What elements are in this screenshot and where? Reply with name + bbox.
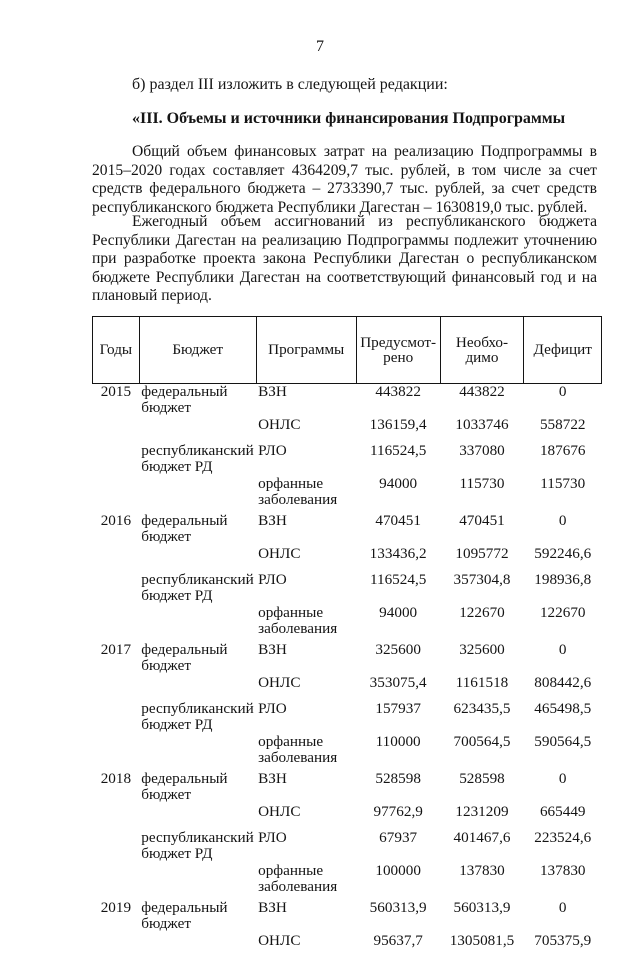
table-row xyxy=(93,675,602,701)
cell-needed: 1231209 xyxy=(440,804,524,830)
cell-planned: 94000 xyxy=(356,476,440,513)
cell-year xyxy=(93,443,140,476)
cell-planned: 528598 xyxy=(356,771,440,804)
cell-program: ВЗН xyxy=(256,513,356,546)
cell-planned: 116524,5 xyxy=(356,443,440,476)
cell-program: ОНЛС xyxy=(256,417,356,443)
cell-planned: 95637,7 xyxy=(356,933,440,959)
table-row xyxy=(93,476,602,513)
cell-planned: 443822 xyxy=(356,384,440,418)
cell-budget: федеральный бюджет xyxy=(139,384,256,418)
cell-deficit: 115730 xyxy=(524,476,602,513)
cell-planned: 100000 xyxy=(356,863,440,900)
cell-program: ВЗН xyxy=(256,771,356,804)
cell-program: РЛО xyxy=(256,572,356,605)
cell-needed: 528598 xyxy=(440,771,524,804)
cell-budget xyxy=(139,734,256,771)
cell-year xyxy=(93,701,140,734)
cell-needed: 115730 xyxy=(440,476,524,513)
cell-deficit: 808442,6 xyxy=(524,675,602,701)
cell-deficit: 137830 xyxy=(524,863,602,900)
cell-needed: 700564,5 xyxy=(440,734,524,771)
cell-needed: 357304,8 xyxy=(440,572,524,605)
cell-planned: 353075,4 xyxy=(356,675,440,701)
table-header-row xyxy=(93,317,602,384)
cell-planned: 97762,9 xyxy=(356,804,440,830)
cell-needed: 122670 xyxy=(440,605,524,642)
cell-budget xyxy=(139,675,256,701)
cell-planned: 110000 xyxy=(356,734,440,771)
paragraph-annual-allocations: Ежегодный объем ассигнований из республиканского бюджета Республики Дагестан на реализацию Подпрограммы подлежит уточнению при разработке проекта закона Республики Дагестан о республиканском бюджете Республики Дагестан на соответствующий финансовый год и на плановый период. xyxy=(92,213,597,306)
cell-program: РЛО xyxy=(256,443,356,476)
cell-program: ОНЛС xyxy=(256,546,356,572)
cell-year xyxy=(93,734,140,771)
cell-deficit: 122670 xyxy=(524,605,602,642)
table-body xyxy=(93,384,602,959)
cell-deficit: 198936,8 xyxy=(524,572,602,605)
cell-needed: 623435,5 xyxy=(440,701,524,734)
cell-budget: республиканский бюджет РД xyxy=(139,830,256,863)
cell-program: ОНЛС xyxy=(256,675,356,701)
cell-planned: 94000 xyxy=(356,605,440,642)
table-row xyxy=(93,863,602,900)
cell-program: ОНЛС xyxy=(256,804,356,830)
cell-planned: 157937 xyxy=(356,701,440,734)
cell-budget xyxy=(139,476,256,513)
table-row xyxy=(93,642,602,675)
cell-planned: 67937 xyxy=(356,830,440,863)
table-row xyxy=(93,384,602,418)
cell-year xyxy=(93,830,140,863)
cell-deficit: 465498,5 xyxy=(524,701,602,734)
cell-year xyxy=(93,417,140,443)
cell-needed: 325600 xyxy=(440,642,524,675)
cell-budget xyxy=(139,804,256,830)
cell-budget: республиканский бюджет РД xyxy=(139,572,256,605)
cell-year xyxy=(93,804,140,830)
page-number: 7 xyxy=(0,38,640,56)
cell-deficit: 705375,9 xyxy=(524,933,602,959)
cell-needed: 1033746 xyxy=(440,417,524,443)
cell-deficit: 0 xyxy=(524,900,602,933)
cell-program: РЛО xyxy=(256,701,356,734)
cell-year: 2019 xyxy=(93,900,140,933)
header-programs: Программы xyxy=(256,317,356,384)
table-row xyxy=(93,605,602,642)
cell-year: 2016 xyxy=(93,513,140,546)
cell-needed: 1095772 xyxy=(440,546,524,572)
cell-year: 2018 xyxy=(93,771,140,804)
cell-needed: 401467,6 xyxy=(440,830,524,863)
cell-year xyxy=(93,605,140,642)
cell-year xyxy=(93,933,140,959)
cell-budget: федеральный бюджет xyxy=(139,771,256,804)
cell-program: орфанные заболевания xyxy=(256,605,356,642)
header-planned: Предусмот- рено xyxy=(356,317,440,384)
amendment-intro: б) раздел III изложить в следующей редакции: xyxy=(132,76,448,94)
cell-budget: республиканский бюджет РД xyxy=(139,701,256,734)
cell-budget xyxy=(139,417,256,443)
cell-deficit: 0 xyxy=(524,642,602,675)
cell-deficit: 592246,6 xyxy=(524,546,602,572)
cell-budget: федеральный бюджет xyxy=(139,642,256,675)
cell-needed: 1161518 xyxy=(440,675,524,701)
cell-needed: 1305081,5 xyxy=(440,933,524,959)
table-row xyxy=(93,417,602,443)
cell-planned: 136159,4 xyxy=(356,417,440,443)
section-heading: «III. Объемы и источники финансирования Подпрограммы xyxy=(132,110,565,128)
cell-program: ВЗН xyxy=(256,900,356,933)
table-row xyxy=(93,771,602,804)
cell-needed: 337080 xyxy=(440,443,524,476)
cell-year xyxy=(93,572,140,605)
cell-year xyxy=(93,863,140,900)
table-row xyxy=(93,830,602,863)
cell-planned: 560313,9 xyxy=(356,900,440,933)
table-row xyxy=(93,804,602,830)
cell-deficit: 0 xyxy=(524,513,602,546)
cell-program: ВЗН xyxy=(256,642,356,675)
paragraph-total-costs: Общий объем финансовых затрат на реализацию Подпрограммы в 2015–2020 годах составляет 4364209,7 тыс. рублей, в том числе за счет средств федерального бюджета – 2733390,7 тыс. рублей, за счет средств республиканского бюджета Республики Дагестан – 1630819,0 тыс. рублей. xyxy=(92,143,597,217)
cell-planned: 470451 xyxy=(356,513,440,546)
cell-year xyxy=(93,546,140,572)
table-row xyxy=(93,701,602,734)
financing-table xyxy=(92,316,602,959)
cell-planned: 325600 xyxy=(356,642,440,675)
cell-budget: федеральный бюджет xyxy=(139,900,256,933)
cell-year xyxy=(93,476,140,513)
cell-year: 2015 xyxy=(93,384,140,418)
table-row xyxy=(93,572,602,605)
cell-program: орфанные заболевания xyxy=(256,863,356,900)
cell-budget xyxy=(139,933,256,959)
table-row xyxy=(93,546,602,572)
cell-year: 2017 xyxy=(93,642,140,675)
cell-needed: 137830 xyxy=(440,863,524,900)
cell-budget: республиканский бюджет РД xyxy=(139,443,256,476)
cell-needed: 470451 xyxy=(440,513,524,546)
cell-deficit: 187676 xyxy=(524,443,602,476)
cell-deficit: 590564,5 xyxy=(524,734,602,771)
header-needed: Необхо- димо xyxy=(440,317,524,384)
table-row xyxy=(93,734,602,771)
cell-budget xyxy=(139,546,256,572)
cell-budget: федеральный бюджет xyxy=(139,513,256,546)
header-years: Годы xyxy=(93,317,140,384)
cell-deficit: 558722 xyxy=(524,417,602,443)
cell-budget xyxy=(139,863,256,900)
cell-program: РЛО xyxy=(256,830,356,863)
cell-deficit: 665449 xyxy=(524,804,602,830)
table-row xyxy=(93,933,602,959)
table-row xyxy=(93,513,602,546)
cell-planned: 133436,2 xyxy=(356,546,440,572)
cell-planned: 116524,5 xyxy=(356,572,440,605)
cell-program: ОНЛС xyxy=(256,933,356,959)
cell-deficit: 223524,6 xyxy=(524,830,602,863)
cell-needed: 443822 xyxy=(440,384,524,418)
cell-program: орфанные заболевания xyxy=(256,476,356,513)
cell-year xyxy=(93,675,140,701)
table-row xyxy=(93,443,602,476)
cell-needed: 560313,9 xyxy=(440,900,524,933)
cell-program: орфанные заболевания xyxy=(256,734,356,771)
header-deficit: Дефицит xyxy=(524,317,602,384)
cell-budget xyxy=(139,605,256,642)
cell-program: ВЗН xyxy=(256,384,356,418)
cell-deficit: 0 xyxy=(524,771,602,804)
cell-deficit: 0 xyxy=(524,384,602,418)
header-budget: Бюджет xyxy=(139,317,256,384)
